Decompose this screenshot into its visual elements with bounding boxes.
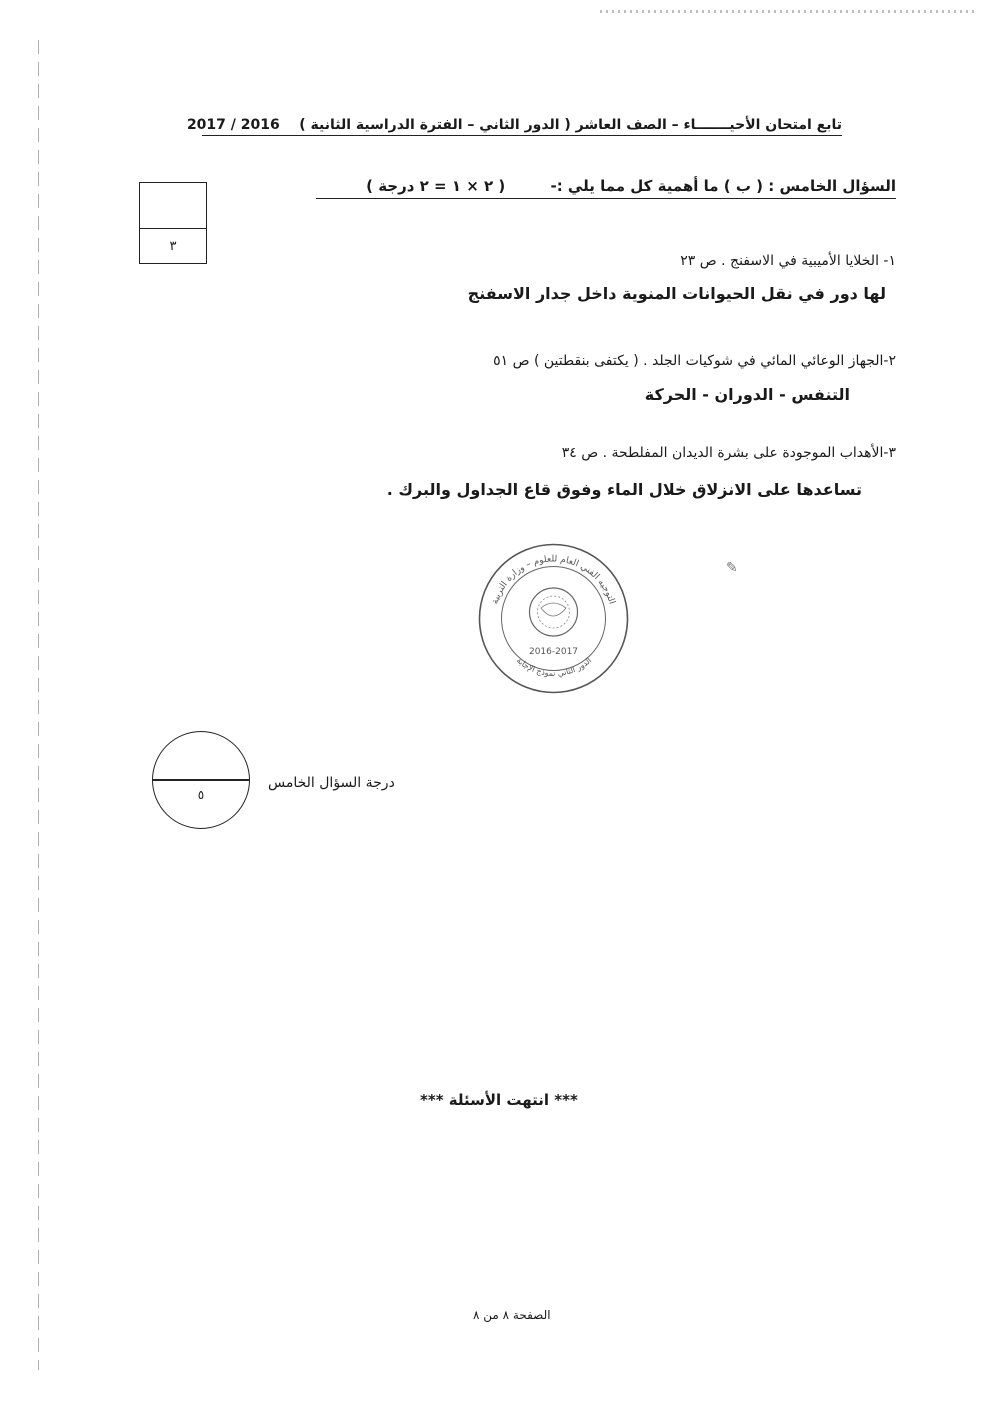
stamp-outer-text: التوجيه الفني العام للعلوم – وزارة التربية	[490, 554, 617, 606]
item-1-answer: لها دور في نقل الحيوانات المنوية داخل جدار الاسفنج	[467, 284, 886, 303]
end-of-questions: *** انتهت الأسئلة ***	[420, 1091, 578, 1109]
score-total: ٥	[197, 788, 205, 802]
exam-header-text: تابع امتحان الأحيـــــــاء – الصف العاشر ( الدور الثاني – الفترة الدراسية الثانية )	[299, 117, 842, 133]
page-number: الصفحة ٨ من ٨	[473, 1308, 551, 1322]
check-mark-icon: ✎	[726, 560, 738, 576]
score-circle	[152, 731, 250, 829]
item-3-question: ٣-الأهداب الموجودة على بشرة الديدان المفلطحة . ص ٣٤	[561, 445, 896, 461]
exam-header	[186, 117, 842, 136]
question-title	[316, 177, 896, 199]
score-circle-divider	[153, 779, 249, 781]
scan-margin-line	[38, 40, 39, 1370]
score-label: درجة السؤال الخامس	[268, 775, 395, 791]
item-2-question: ٢-الجهاز الوعائي المائي في شوكيات الجلد . ( يكتفى بنقطتين ) ص ٥١	[493, 353, 896, 369]
grade-box	[139, 182, 207, 264]
svg-text:التوجيه الفني العام للعلوم – و	[490, 554, 616, 605]
item-3-answer: تساعدها على الانزلاق خلال الماء وفوق قاع الجداول والبرك .	[386, 480, 862, 499]
stamp-inner-text: الدور الثاني نموذج الإجابة	[514, 655, 594, 678]
item-1-question: ١- الخلايا الأميبية في الاسفنج . ص ٢٣	[680, 253, 896, 269]
grade-box-value: ٣	[169, 239, 177, 254]
exam-year: 2017 / 2016	[186, 117, 280, 133]
stamp-year: 2016-2017	[528, 647, 579, 657]
question-title-text: السؤال الخامس : ( ب ) ما أهمية كل مما يلي :-	[550, 177, 896, 195]
item-2-answer: التنفس - الدوران - الحركة	[644, 385, 850, 404]
question-marks: ( ٢ × ١ = ٢ درجة )	[366, 177, 506, 195]
official-stamp	[477, 542, 630, 695]
grade-box-empty-cell	[140, 183, 206, 229]
scan-noise-top	[600, 10, 975, 13]
svg-text:الدور الثاني نموذج الإجابة	[515, 656, 593, 678]
